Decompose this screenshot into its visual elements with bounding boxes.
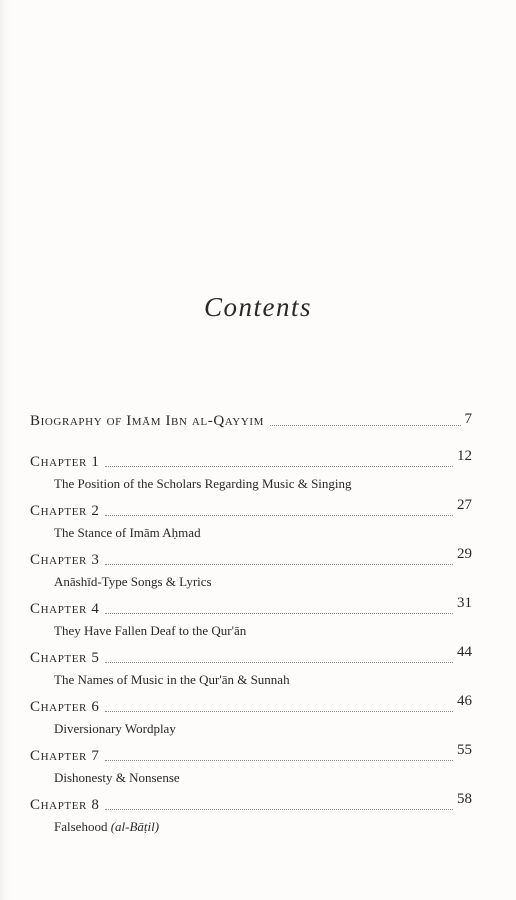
toc-page-number: 44: [457, 644, 472, 660]
toc-entry-title: Chapter 6: [30, 699, 100, 715]
toc-entry-chapter-7: [30, 743, 472, 764]
toc-entry-chapter-6: [30, 694, 472, 715]
toc-page-number: 12: [457, 448, 472, 464]
toc-entry-subtitle: [30, 813, 472, 841]
toc-entry-subtitle: The Position of the Scholars Regarding Music & Singing: [54, 476, 352, 491]
toc-entry-subtitle: The Stance of Imām Aḥmad: [54, 525, 201, 540]
toc-entry-biography: [30, 408, 472, 429]
toc-entry-subtitle: They Have Fallen Deaf to the Qur'ān: [54, 623, 247, 638]
toc-page-number: 7: [464, 411, 472, 427]
dot-leader: [105, 809, 453, 810]
toc-entry-subtitle: Diversionary Wordplay: [54, 721, 176, 736]
page-title: Contents: [203, 292, 312, 322]
toc-entry-chapter-1: [30, 449, 472, 470]
toc-entry-chapter-8: [30, 792, 472, 813]
toc-page-number: 27: [457, 497, 472, 513]
toc-entry-title: Chapter 1: [30, 454, 100, 470]
dot-leader: [105, 564, 453, 565]
toc-entry-subtitle: Dishonesty & Nonsense: [54, 770, 180, 785]
toc-entry-subtitle: The Names of Music in the Qur'ān & Sunnah: [54, 672, 290, 687]
toc-page-number: 29: [457, 546, 472, 562]
toc-subtitle-text: Falsehood: [54, 819, 108, 834]
dot-leader: [105, 515, 453, 516]
dot-leader: [105, 711, 453, 712]
toc-subtitle-italic: (al-Bāṭil): [110, 819, 160, 834]
toc-entry-chapter-2: [30, 498, 472, 519]
toc-entry-chapter-3: [30, 547, 472, 568]
toc-entry-title: Chapter 2: [30, 503, 100, 519]
dot-leader: [105, 760, 453, 761]
dot-leader: [105, 466, 453, 467]
dot-leader: [105, 613, 453, 614]
toc-entry-title: Biography of Imām Ibn al-Qayyim: [30, 413, 265, 429]
dot-leader: [270, 425, 460, 426]
toc-entry-chapter-4: [30, 596, 472, 617]
toc-entry-title: Chapter 8: [30, 797, 100, 813]
toc-entry-title: Chapter 4: [30, 601, 100, 617]
toc-page-number: 58: [457, 791, 472, 807]
spacer: [30, 429, 472, 449]
toc-entry-title: Chapter 3: [30, 552, 100, 568]
toc-page-number: 31: [457, 595, 472, 611]
table-of-contents: [30, 408, 472, 841]
toc-page-number: 55: [457, 742, 472, 758]
toc-page-number: 46: [457, 693, 472, 709]
toc-entry-title: Chapter 5: [30, 650, 100, 666]
toc-entry-subtitle: Anāshīd-Type Songs & Lyrics: [54, 574, 212, 589]
toc-entry-title: Chapter 7: [30, 748, 100, 764]
toc-entry-chapter-5: [30, 645, 472, 666]
dot-leader: [105, 662, 453, 663]
